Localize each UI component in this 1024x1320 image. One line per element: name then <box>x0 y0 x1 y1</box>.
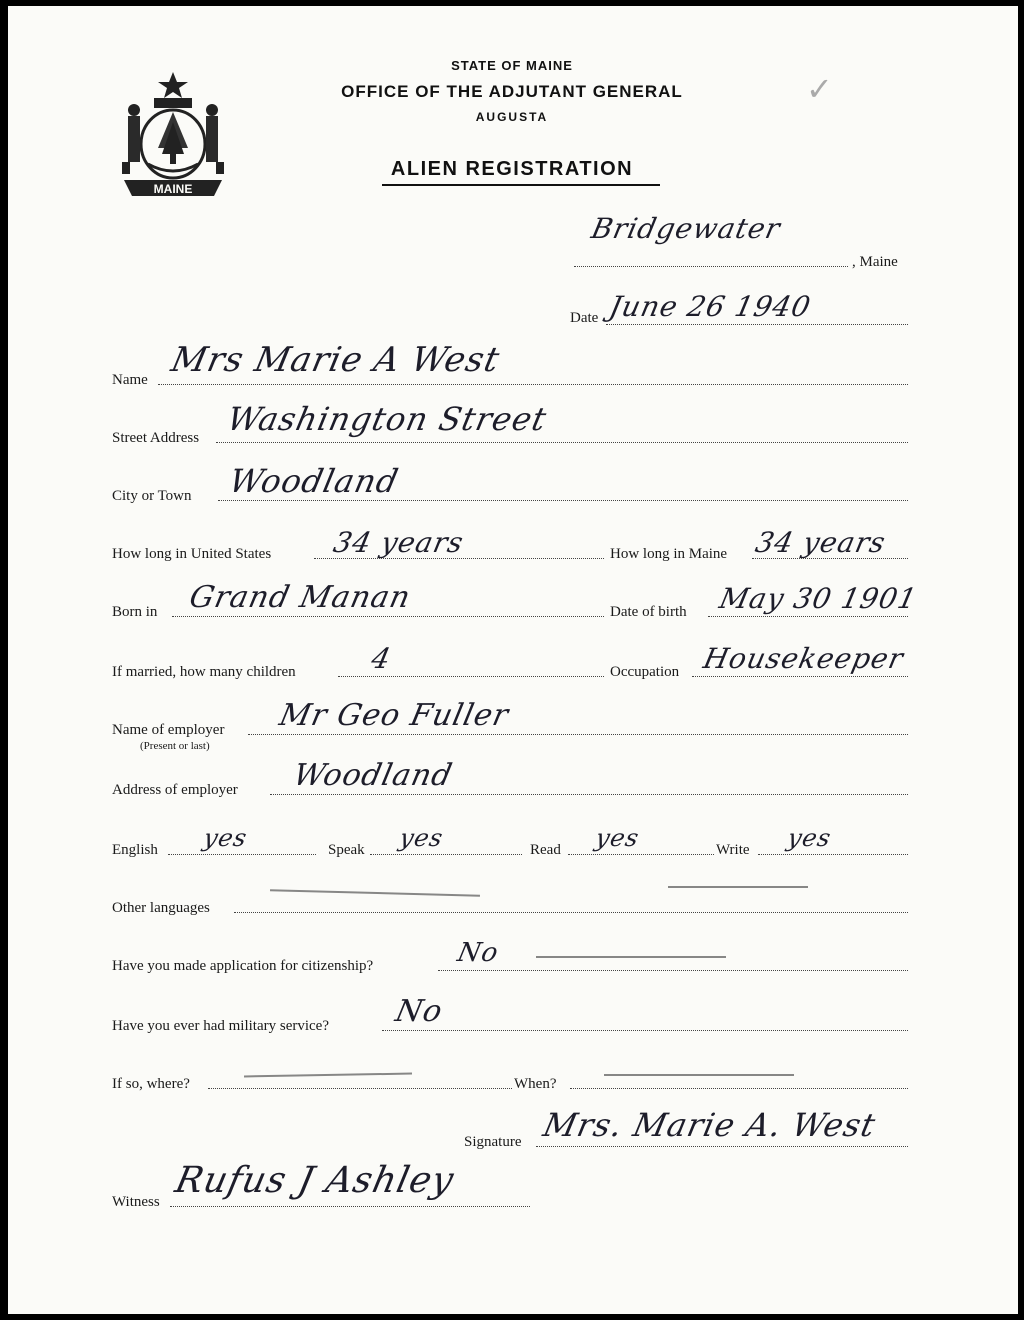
place-line <box>574 266 848 267</box>
citizenship-label: Have you made application for citizenship? <box>112 958 374 974</box>
citizenship-value: No <box>454 938 502 968</box>
strike-mark <box>536 956 726 958</box>
strike-mark <box>604 1074 794 1076</box>
employer-line <box>248 734 908 735</box>
employer-sublabel: (Present or last) <box>140 740 210 752</box>
employer-address-line <box>270 794 908 795</box>
write-line <box>758 854 908 855</box>
name-value: Mrs Marie A West <box>167 340 504 380</box>
place-suffix: , Maine <box>852 254 898 270</box>
dob-line <box>708 616 908 617</box>
maine-years-line <box>752 558 908 559</box>
witness-label: Witness <box>112 1194 160 1210</box>
speak-value: yes <box>397 824 447 852</box>
read-line <box>568 854 714 855</box>
when-label: When? <box>514 1076 557 1092</box>
citizenship-line <box>438 970 908 971</box>
city-line <box>218 500 908 501</box>
employer-address-value: Woodland <box>290 758 456 793</box>
military-label: Have you ever had military service? <box>112 1018 329 1034</box>
where-line <box>208 1088 512 1089</box>
military-value: No <box>392 994 447 1029</box>
name-label: Name <box>112 372 148 388</box>
write-value: yes <box>785 824 835 852</box>
date-line <box>606 324 908 325</box>
when-line <box>570 1088 908 1089</box>
other-languages-line <box>234 912 908 913</box>
born-in-line <box>172 616 604 617</box>
name-line <box>158 384 908 385</box>
maine-years-label: How long in Maine <box>610 546 728 562</box>
form-page <box>8 6 1018 1314</box>
employer-value: Mr Geo Fuller <box>276 698 513 733</box>
speak-label: Speak <box>328 842 365 858</box>
employer-address-label: Address of employer <box>112 782 238 798</box>
military-line <box>382 1030 908 1031</box>
title-underline <box>382 184 660 186</box>
street-value: Washington Street <box>223 400 551 438</box>
witness-line <box>170 1206 530 1207</box>
strike-mark <box>668 886 808 888</box>
speak-line <box>370 854 522 855</box>
read-value: yes <box>593 824 643 852</box>
street-line <box>216 442 908 443</box>
us-years-label: How long in United States <box>112 546 272 562</box>
signature-line <box>536 1146 908 1147</box>
maine-years-value: 34 years <box>752 526 889 559</box>
header-city: AUGUSTA <box>475 110 549 124</box>
write-label: Write <box>716 842 750 858</box>
born-in-label: Born in <box>112 604 158 620</box>
english-line <box>168 854 316 855</box>
us-years-line <box>314 558 604 559</box>
header-state: STATE OF MAINE <box>451 58 573 73</box>
children-value: 4 <box>368 642 395 675</box>
children-line <box>338 676 604 677</box>
city-label: City or Town <box>112 488 192 504</box>
dob-value: May 30 1901 <box>716 582 921 615</box>
strike-mark <box>270 889 480 896</box>
english-label: English <box>112 842 158 858</box>
strike-mark <box>244 1073 412 1077</box>
page-title: ALIEN REGISTRATION <box>390 158 634 180</box>
dob-label: Date of birth <box>610 604 687 620</box>
occupation-value: Housekeeper <box>700 642 907 675</box>
english-value: yes <box>201 824 251 852</box>
street-label: Street Address <box>112 430 200 446</box>
other-languages-label: Other languages <box>112 900 210 916</box>
place-value: Bridgewater <box>588 212 784 245</box>
signature-label: Signature <box>464 1134 522 1150</box>
date-label: Date <box>570 310 599 326</box>
check-mark-icon: ✓ <box>806 70 833 108</box>
us-years-value: 34 years <box>330 526 467 559</box>
read-label: Read <box>530 842 561 858</box>
occupation-label: Occupation <box>610 664 680 680</box>
signature-value: Mrs. Marie A. West <box>539 1106 880 1144</box>
born-in-value: Grand Manan <box>186 580 415 615</box>
occupation-line <box>692 676 908 677</box>
city-value: Woodland <box>225 462 403 500</box>
children-label: If married, how many children <box>112 664 296 680</box>
employer-label: Name of employer <box>112 722 225 738</box>
header-office: OFFICE OF THE ADJUTANT GENERAL <box>341 82 683 101</box>
where-label: If so, where? <box>112 1076 190 1092</box>
svg-text:MAINE: MAINE <box>153 182 193 196</box>
witness-value: Rufus J Ashley <box>171 1160 458 1201</box>
date-value: June 26 1940 <box>606 290 815 323</box>
